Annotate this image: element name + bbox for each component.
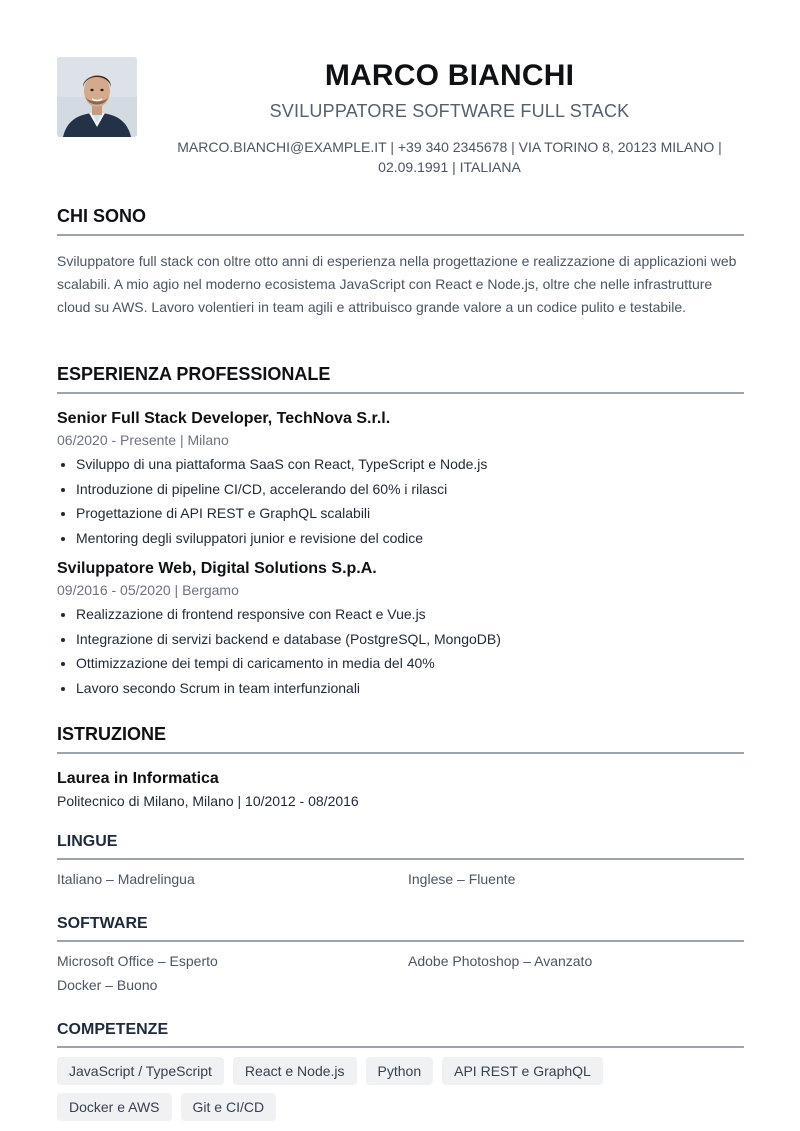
section-title-skills: COMPETENZE <box>57 1021 744 1048</box>
bullet-item: • Mentoring degli sviluppatori junior e revisione del codice <box>76 526 744 551</box>
bullet-item: • Ottimizzazione dei tempi di caricamento in media del 40% <box>76 651 744 676</box>
portrait-image <box>57 57 137 137</box>
job-bullets <box>57 602 744 700</box>
skill-chip: Docker e AWS <box>57 1093 172 1121</box>
person-name: MARCO BIANCHI <box>324 59 575 92</box>
section-title-software: SOFTWARE <box>57 915 744 942</box>
bullet-item: • Lavoro secondo Scrum in team interfunzionali <box>76 676 744 701</box>
degree-title: Laurea in Informatica <box>57 770 219 787</box>
contact-line-1: MARCO.BIANCHI@EXAMPLE.IT | +39 340 2345678 | VIA TORINO 8, 20123 MILANO | <box>177 139 722 155</box>
section-title-education: ISTRUZIONE <box>57 724 744 754</box>
degree-meta: Politecnico di Milano, Milano | 10/2012 - 08/2016 <box>57 793 359 809</box>
language-item: Inglese – Fluente <box>408 871 516 887</box>
skill-chip: API REST e GraphQL <box>442 1057 603 1085</box>
skills-chips <box>57 1057 657 1121</box>
job-entry <box>57 408 744 550</box>
bullet-item: • Progettazione di API REST e GraphQL scalabili <box>76 501 744 526</box>
languages-list <box>57 869 744 889</box>
job-entry <box>57 558 744 700</box>
language-item: Italiano – Madrelingua <box>57 871 195 887</box>
skill-chip: JavaScript / TypeScript <box>57 1057 224 1085</box>
bullet-item: • Introduzione di pipeline CI/CD, accelerando del 60% i rilasci <box>76 477 744 502</box>
software-item: Docker – Buono <box>57 977 158 993</box>
bullet-item: • Realizzazione di frontend responsive con React e Vue.js <box>76 602 744 627</box>
experience-section <box>57 364 744 700</box>
software-list <box>57 951 744 995</box>
profile-photo <box>57 57 137 137</box>
job-title: Senior Full Stack Developer, TechNova S.r.l. <box>57 410 391 427</box>
skill-chip: Python <box>366 1057 434 1085</box>
software-section <box>57 915 744 995</box>
bullet-item: • Integrazione di servizi backend e database (PostgreSQL, MongoDB) <box>76 627 744 652</box>
skill-chip: Git e CI/CD <box>181 1093 277 1121</box>
job-meta: 06/2020 - Presente | Milano <box>57 432 229 448</box>
education-section <box>57 724 744 812</box>
skills-section <box>57 1021 744 1121</box>
languages-section <box>57 833 744 889</box>
skill-chip: React e Node.js <box>233 1057 357 1085</box>
job-bullets <box>57 452 744 550</box>
section-title-about: CHI SONO <box>57 206 744 236</box>
job-title: Sviluppatore Web, Digital Solutions S.p.A. <box>57 560 377 577</box>
about-section <box>57 206 744 319</box>
contact-line-2: 02.09.1991 | ITALIANA <box>378 159 521 175</box>
resume-header <box>155 57 744 177</box>
job-meta: 09/2016 - 05/2020 | Bergamo <box>57 582 239 598</box>
contact-info <box>155 137 744 177</box>
section-title-languages: LINGUE <box>57 833 744 860</box>
software-item: Adobe Photoshop – Avanzato <box>408 953 593 969</box>
software-item: Microsoft Office – Esperto <box>57 953 218 969</box>
bullet-item: • Sviluppo di una piattaforma SaaS con React, TypeScript e Node.js <box>76 452 744 477</box>
job-role: SVILUPPATORE SOFTWARE FULL STACK <box>269 101 630 121</box>
about-text: Sviluppatore full stack con oltre otto anni di esperienza nella progettazione e realizzazione di applicazioni web scalabili. A mio agio nel moderno ecosistema JavaScript con React e Node.js, oltre che nelle infrastrutture cloud su AWS. Lavoro volentieri in team agili e attribuisco grande valore a un codice pulito e testabile. <box>57 253 737 315</box>
section-title-experience: ESPERIENZA PROFESSIONALE <box>57 364 744 394</box>
